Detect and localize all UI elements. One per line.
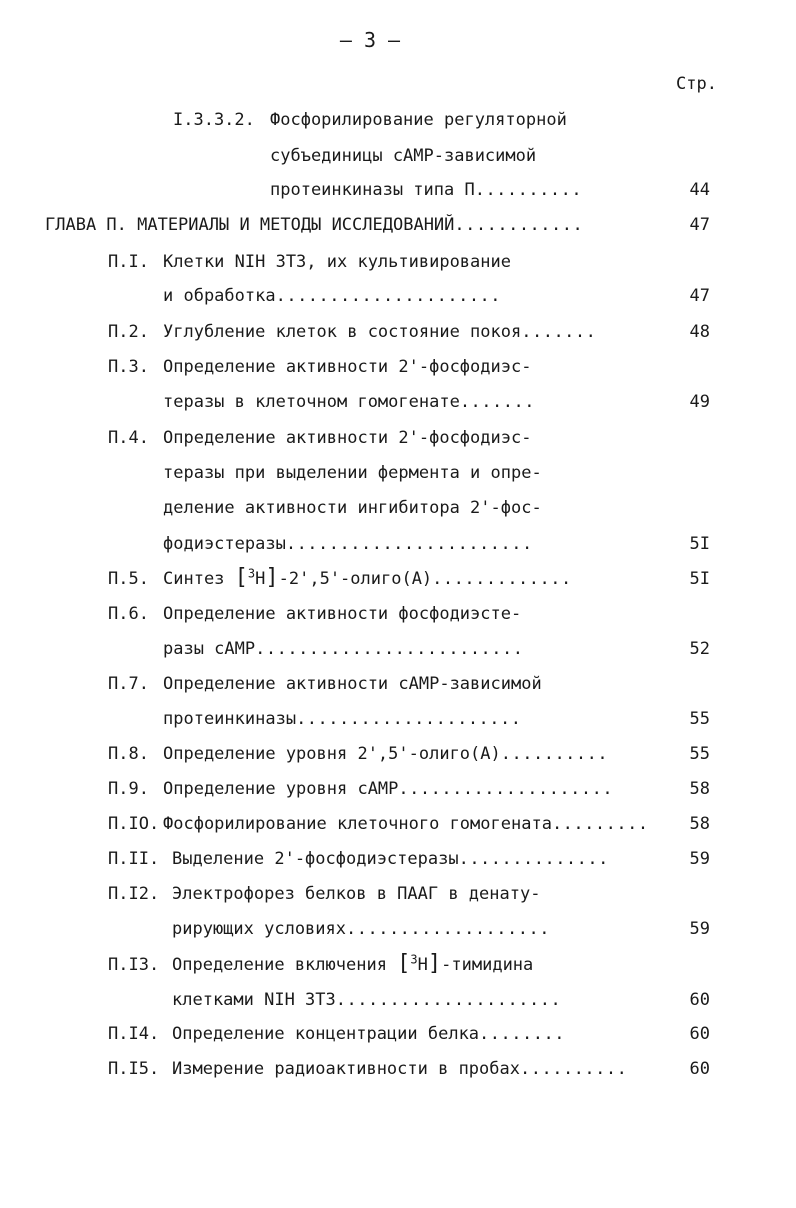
toc-entry-text: Выделение 2'-фосфодиэстеразы xyxy=(172,849,459,869)
toc-entry-leader xyxy=(172,917,550,941)
dot-leader: ..................... xyxy=(335,990,562,1010)
dot-leader: .......... xyxy=(520,1059,628,1079)
toc-entry-text: -2',5'-олиго(А) xyxy=(278,569,433,589)
toc-entry-text: теразы в клеточном гомогенате xyxy=(163,392,460,412)
toc-page-number: 60 xyxy=(689,1024,710,1044)
toc-entry-text: протеинкиназы xyxy=(163,709,297,729)
dot-leader: ..................... xyxy=(275,286,502,306)
toc-entry-leader xyxy=(163,320,596,344)
toc-entry-text: Определение уровня сАМР xyxy=(163,779,399,799)
dot-leader: .......... xyxy=(500,744,609,764)
toc-page-number: 44 xyxy=(689,180,710,200)
dot-leader: ......................... xyxy=(255,639,524,659)
toc-entry-text: Фосфорилирование регуляторной xyxy=(270,110,567,130)
toc-entry-num: П.3. xyxy=(108,357,149,377)
toc-entry-leader xyxy=(163,777,613,801)
toc-entry-text: Измерение радиоактивности в пробах xyxy=(172,1059,520,1079)
toc-entry-num: П.7. xyxy=(108,674,149,694)
bracket-close: ] xyxy=(427,951,442,976)
dot-leader: ..................... xyxy=(296,709,522,729)
isotope-mass: 3 xyxy=(247,566,256,581)
toc-page-number: 59 xyxy=(689,849,710,869)
toc-entry-text: клетками NIH 3T3 xyxy=(172,990,336,1010)
toc-entry-num: I.3.3.2. xyxy=(173,110,255,130)
toc-page-number: 5I xyxy=(689,534,710,554)
toc-entry-num: П.4. xyxy=(108,428,149,448)
toc-entry-text: -тимидина xyxy=(441,955,534,975)
toc-entry-num: П.I3. xyxy=(108,955,160,975)
toc-entry-num: П.5. xyxy=(108,569,149,589)
page-number: – 3 – xyxy=(339,28,401,52)
toc-entry-leader xyxy=(163,812,649,836)
dot-leader: ....... xyxy=(521,322,597,342)
toc-entry-text: Определение активности сАМР-зависимой xyxy=(163,674,542,694)
toc-entry-text: Синтез xyxy=(163,569,235,589)
dot-leader: ............. xyxy=(432,569,572,589)
toc-page-number: 60 xyxy=(689,1059,710,1079)
toc-entry-text: Определение уровня 2',5'-олиго(А) xyxy=(163,744,501,764)
toc-entry-text: Электрофорез белков в ПААГ в денату- xyxy=(172,884,541,904)
toc-entry-text: Определение активности 2'-фосфодиэс- xyxy=(163,428,532,448)
toc-entry-num: П.I2. xyxy=(108,884,160,904)
toc-entry-leader xyxy=(163,284,501,308)
toc-entry-num: П.I5. xyxy=(108,1059,160,1079)
toc-page-number: 58 xyxy=(689,814,710,834)
toc-entry-leader xyxy=(163,532,533,556)
toc-page-number: 59 xyxy=(689,919,710,939)
chapter-heading xyxy=(45,213,583,237)
toc-entry-text: протеинкиназы типа П xyxy=(270,180,475,200)
toc-entry-text: Определение концентрации белка xyxy=(172,1024,480,1044)
toc-entry-text: теразы при выделении фермента и опре- xyxy=(163,463,542,483)
toc-entry-leader xyxy=(163,742,608,766)
toc-entry-text: и обработка xyxy=(163,286,276,306)
toc-entry-leader xyxy=(163,567,572,591)
toc-page-number: 55 xyxy=(689,744,710,764)
toc-page-number: 5I xyxy=(689,569,710,589)
toc-entry-num: П.2. xyxy=(108,322,149,342)
dot-leader: ....... xyxy=(459,392,535,412)
bracket-close: ] xyxy=(265,565,279,590)
toc-entry-leader xyxy=(163,390,535,414)
dot-leader: .................... xyxy=(398,779,614,799)
toc-entry-leader xyxy=(172,1057,627,1081)
toc-entry-text: Фосфорилирование клеточного гомогената xyxy=(163,814,552,834)
toc-page-number: 48 xyxy=(689,322,710,342)
dot-leader: .............. xyxy=(458,849,609,869)
bracket-open: [ xyxy=(397,951,411,976)
toc-entry-leader xyxy=(163,707,522,731)
toc-entry-leader xyxy=(163,637,524,661)
toc-entry-num: П.IO. xyxy=(108,814,160,834)
toc-entry-text: Клетки NIH 3T3, их культивирование xyxy=(163,252,511,272)
toc-page-number: 60 xyxy=(689,990,710,1010)
dot-leader: ........ xyxy=(479,1024,565,1044)
toc-entry-num: П.I4. xyxy=(108,1024,160,1044)
toc-entry-text: деление активности ингибитора 2'-фос- xyxy=(163,498,542,518)
bracket-open: [ xyxy=(234,565,248,590)
toc-entry-leader xyxy=(172,988,561,1012)
dot-leader: ......... xyxy=(551,814,649,834)
toc-entry-leader xyxy=(172,847,609,871)
toc-entry-leader xyxy=(172,1022,565,1046)
toc-entry-leader xyxy=(270,178,582,202)
toc-entry-text: ГЛАВА П. МАТЕРИАЛЫ И МЕТОДЫ ИССЛЕДОВАНИЙ xyxy=(45,215,455,235)
dot-leader: ............ xyxy=(454,215,584,235)
toc-entry-num: П.9. xyxy=(108,779,149,799)
toc-entry-num: П.8. xyxy=(108,744,149,764)
dot-leader: .......... xyxy=(474,180,583,200)
toc-page-number: 47 xyxy=(689,215,710,235)
dot-leader: ................... xyxy=(346,919,550,939)
toc-page-number: 58 xyxy=(689,779,710,799)
toc-entry-num: П.6. xyxy=(108,604,149,624)
toc-page-number: 52 xyxy=(689,639,710,659)
dot-leader: ....................... xyxy=(285,534,533,554)
isotope-mass: 3 xyxy=(410,952,418,967)
toc-entry-text xyxy=(172,953,533,977)
toc-entry-text: субъединицы сАМР-зависимой xyxy=(270,146,537,166)
page-column-label: Стр. xyxy=(676,74,717,94)
toc-entry-num: П.I. xyxy=(108,252,149,272)
toc-entry-num: П.II. xyxy=(108,849,160,869)
isotope-element: H xyxy=(417,955,428,975)
toc-page-number: 49 xyxy=(689,392,710,412)
toc-entry-text: Определение активности фосфодиэсте- xyxy=(163,604,522,624)
toc-entry-text: Определение включения xyxy=(172,955,398,975)
toc-entry-text: рирующих условиях xyxy=(172,919,346,939)
toc-page-number: 55 xyxy=(689,709,710,729)
toc-entry-text: Углубление клеток в состояние покоя xyxy=(163,322,522,342)
isotope-element: H xyxy=(255,569,266,589)
toc-entry-text: Определение активности 2'-фосфодиэс- xyxy=(163,357,532,377)
toc-page-number: 47 xyxy=(689,286,710,306)
toc-entry-text: фодиэстеразы xyxy=(163,534,286,554)
toc-entry-text: разы сАМР xyxy=(163,639,256,659)
